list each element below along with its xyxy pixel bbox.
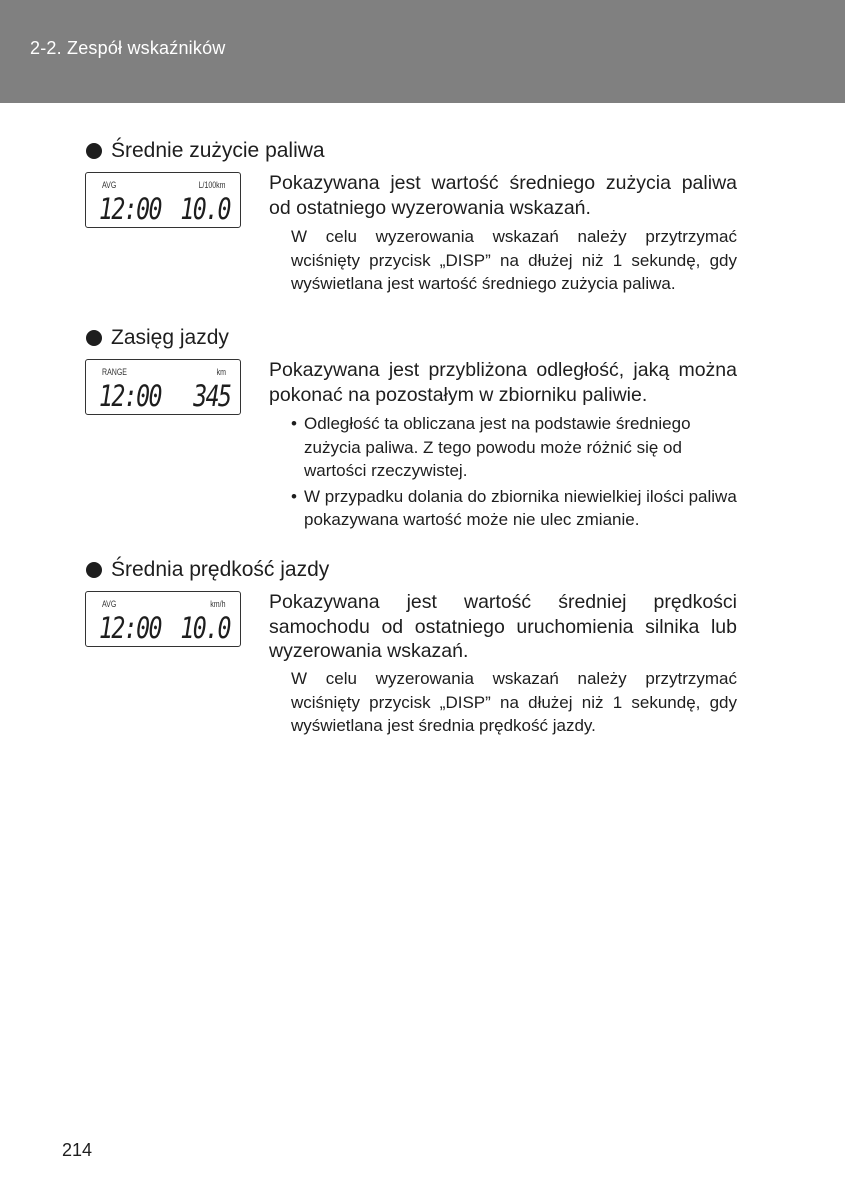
list-item-text: W przypadku dolania do zbiornika niewielkiej ilości paliwa pokazywana wartość może nie ulec zmianie.: [304, 486, 737, 529]
lcd-display: [85, 359, 241, 415]
lcd-mode-label: AVG: [102, 599, 117, 609]
section-description: Pokazywana jest przybliżona odległość, jaką można pokonać na pozostałym w zbiorniku paliwie.: [269, 359, 737, 406]
lcd-display: [85, 172, 241, 228]
lcd-unit-label: km/h: [210, 599, 226, 609]
section-bullet-list: [291, 412, 737, 534]
lcd-mode-label: AVG: [102, 180, 117, 190]
page-header: [0, 0, 845, 103]
bullet-dot-icon: [86, 562, 102, 578]
lcd-display: [85, 591, 241, 647]
lcd-unit-label: km: [216, 367, 226, 377]
lcd-mode-label: RANGE: [102, 367, 127, 377]
page-number: 214: [62, 1140, 93, 1160]
lcd-value: 10.0: [180, 611, 230, 645]
section-note: W celu wyzerowania wskazań należy przytrzymać wciśnięty przycisk „DISP” na dłużej niż 1 sekundę, gdy wyświetlana jest średnia prędkość jazdy.: [291, 669, 737, 735]
lcd-unit-label: L/100km: [199, 180, 226, 190]
section-description: Pokazywana jest wartość średniego zużycia paliwa od ostatniego wyzerowania wskazań.: [269, 172, 737, 219]
header-section-title: 2-2. Zespół wskaźników: [30, 38, 226, 58]
bullet-dot-icon: [86, 330, 102, 346]
list-item: [291, 412, 737, 483]
section-description: Pokazywana jest wartość średniej prędkości samochodu od ostatniego uruchomienia silnika lub wyzerowania wskazań.: [269, 591, 737, 662]
lcd-clock: 12:00: [99, 379, 161, 413]
lcd-clock: 12:00: [99, 611, 161, 645]
section-title: [86, 325, 229, 351]
section-title: [86, 138, 325, 164]
list-item: [291, 485, 737, 532]
lcd-value: 10.0: [180, 192, 230, 226]
lcd-clock: 12:00: [99, 192, 161, 226]
bullet-dot-icon: [86, 143, 102, 159]
section-title: [86, 557, 329, 583]
list-item-text: Odległość ta obliczana jest na podstawie średniego zużycia paliwa. Z tego powodu może różnić się od wartości rzeczywistej.: [304, 414, 691, 480]
section-title-text: Średnie zużycie paliwa: [111, 139, 325, 162]
section-title-text: Średnia prędkość jazdy: [111, 558, 330, 581]
section-title-text: Zasięg jazdy: [111, 326, 229, 349]
bullet-icon: •: [291, 486, 297, 506]
lcd-value: 345: [192, 379, 230, 413]
bullet-icon: •: [291, 414, 297, 433]
section-note: W celu wyzerowania wskazań należy przytrzymać wciśnięty przycisk „DISP” na dłużej niż 1 sekundę, gdy wyświetlana jest wartość średniego zużycia paliwa.: [291, 227, 737, 293]
